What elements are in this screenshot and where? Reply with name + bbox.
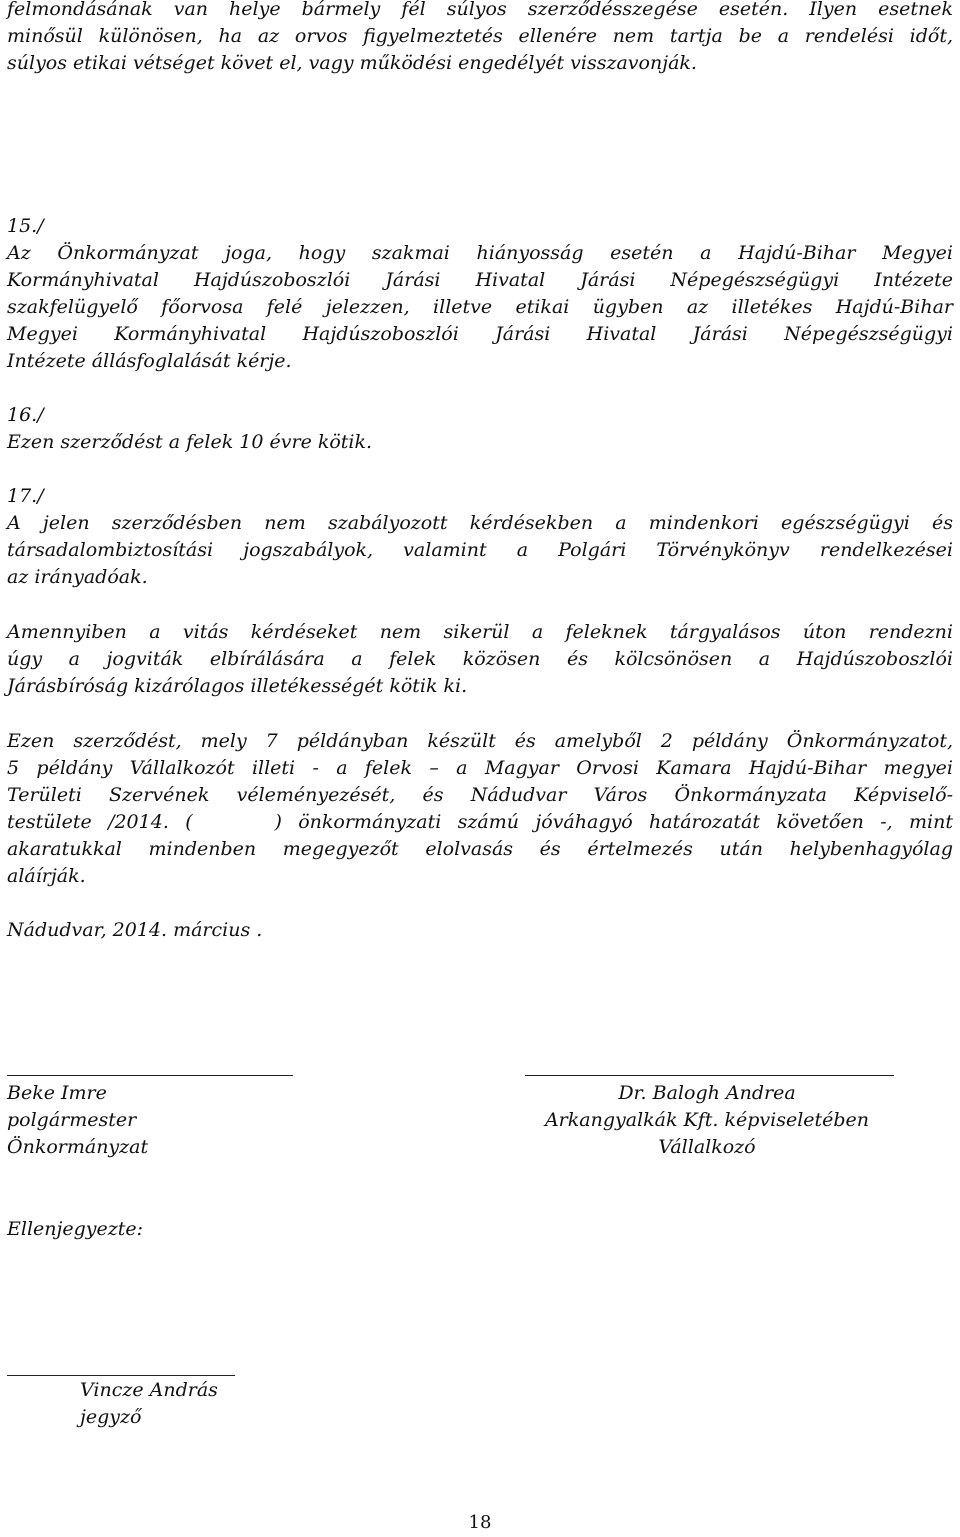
intro-paragraph xyxy=(7,0,953,77)
text-line: Ezen szerződést, mely 7 példányban készült és amelyből 2 példány Önkormányzatot, xyxy=(7,730,953,752)
left-signatory-entity: Önkormányzat xyxy=(7,1136,149,1158)
section-16 xyxy=(7,402,953,456)
countersign-name: Vincze András xyxy=(80,1379,218,1401)
section-15 xyxy=(7,213,953,375)
text-line: A jelen szerződésben nem szabályozott kérdésekben a mindenkori egészségügyi és xyxy=(7,512,953,534)
left-signatory-title: polgármester xyxy=(7,1109,137,1131)
right-signatory-name: Dr. Balogh Andrea xyxy=(618,1082,796,1104)
text-line: minősül különösen, ha az orvos figyelmeztetés ellenére nem tartja be a rendelési időt, xyxy=(7,25,953,47)
text-line: testülete /2014. ( ) önkormányzati számú jóváhagyó határozatát követően -, mint xyxy=(7,811,953,833)
text-line: Járásbíróság kizárólagos illetékességét kötik ki. xyxy=(7,675,468,697)
left-signatory-name: Beke Imre xyxy=(7,1082,107,1104)
text-line: aláírják. xyxy=(7,865,86,887)
text-line: társadalombiztosítási jogszabályok, valamint a Polgári Törvénykönyv rendelkezései xyxy=(7,539,953,561)
place-date: Nádudvar, 2014. március . xyxy=(7,919,263,941)
section-number: 17./ xyxy=(7,485,44,507)
countersign-title: jegyző xyxy=(80,1406,142,1428)
page-number: 18 xyxy=(468,1512,492,1533)
signature-line-right xyxy=(525,1075,894,1076)
text-line: úgy a jogviták elbírálására a felek közösen és kölcsönösen a Hajdúszoboszlói xyxy=(7,648,953,670)
section-number: 16./ xyxy=(7,404,44,426)
text-line: akaratukkal mindenben megegyezőt elolvasás és értelmezés után helybenhagyólag xyxy=(7,838,953,860)
dispute-paragraph xyxy=(7,619,953,700)
section-number: 15./ xyxy=(7,215,44,237)
right-signatory-title: Arkangyalkák Kft. képviseletében xyxy=(544,1109,870,1131)
text-line: Megyei Kormányhivatal Hajdúszoboszlói Járási Hivatal Járási Népegészségügyi xyxy=(7,323,953,345)
closing-paragraph xyxy=(7,728,953,890)
text-line: Területi Szervének véleményezését, és Nádudvar Város Önkormányzata Képviselő- xyxy=(7,784,953,806)
text-line: Intézete állásfoglalását kérje. xyxy=(7,350,292,372)
text-line: az irányadóak. xyxy=(7,566,148,588)
section-17 xyxy=(7,483,953,591)
text-line: Amennyiben a vitás kérdéseket nem sikerül a feleknek tárgyalásos úton rendezni xyxy=(7,621,953,643)
text-line: felmondásának van helye bármely fél súlyos szerződésszegése esetén. Ilyen esetnek xyxy=(7,0,953,20)
text-line: Ezen szerződést a felek 10 évre kötik. xyxy=(7,431,373,453)
text-line: súlyos etikai vétséget követ el, vagy működési engedélyét visszavonják. xyxy=(7,52,697,74)
countersign-line xyxy=(7,1375,235,1376)
right-signatory-entity: Vállalkozó xyxy=(658,1136,756,1158)
text-line: 5 példány Vállalkozót illeti - a felek – a Magyar Orvosi Kamara Hajdú-Bihar megyei xyxy=(7,757,953,779)
text-line: Az Önkormányzat joga, hogy szakmai hiányosság esetén a Hajdú-Bihar Megyei xyxy=(7,242,953,264)
signature-line-left xyxy=(7,1075,293,1076)
countersign-label: Ellenjegyezte: xyxy=(7,1218,144,1240)
text-line: Kormányhivatal Hajdúszoboszlói Járási Hivatal Járási Népegészségügyi Intézete xyxy=(7,269,953,291)
text-line: szakfelügyelő főorvosa felé jelezzen, illetve etikai ügyben az illetékes Hajdú-Bihar xyxy=(7,296,953,318)
